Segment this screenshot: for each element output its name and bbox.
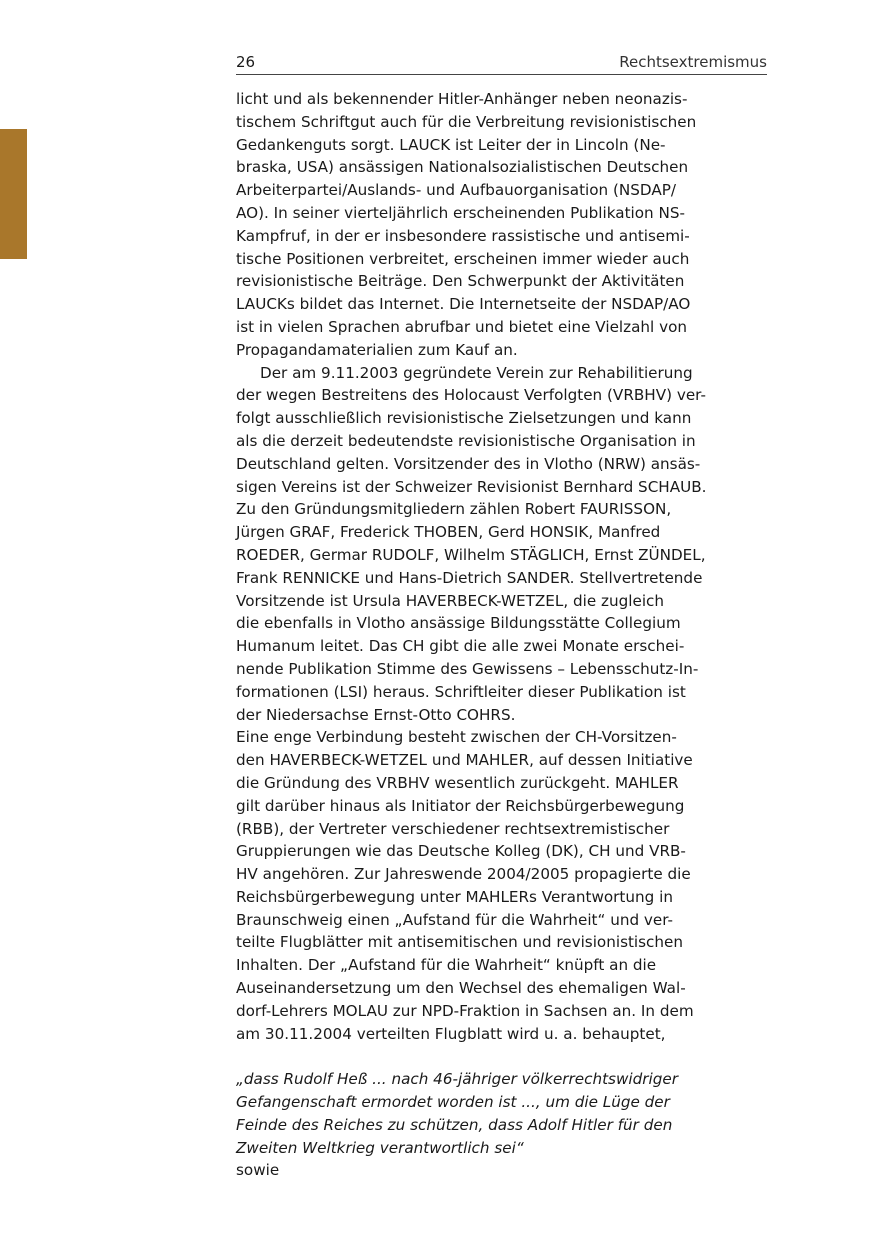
page-number: 26 xyxy=(236,53,256,71)
text-line: ROEDER, Germar RUDOLF, Wilhelm STÄGLICH, Ernst ZÜNDEL, xyxy=(236,545,706,564)
text-line: der Niedersachse Ernst-Otto COHRS. xyxy=(236,705,516,724)
text-line: Reichsbürgerbewegung unter MAHLERs Verantwortung in xyxy=(236,887,673,906)
text-line: Zu den Gründungsmitgliedern zählen Robert FAURISSON, xyxy=(236,500,672,519)
text-line: Humanum leitet. Das CH gibt die alle zwei Monate erschei- xyxy=(236,637,685,656)
text-line: licht und als bekennender Hitler-Anhänger neben neonazis- xyxy=(236,90,688,108)
closing-word: sowie xyxy=(236,1161,280,1180)
text-line: Auseinandersetzung um den Wechsel des ehemaligen Wal- xyxy=(236,979,686,998)
text-line: ist in vielen Sprachen abrufbar und bietet eine Vielzahl von xyxy=(236,317,688,336)
text-line: Vorsitzende ist Ursula HAVERBECK-WETZEL, die zugleich xyxy=(236,591,665,610)
text-line: tische Positionen verbreitet, erscheinen immer wieder auch xyxy=(236,249,690,268)
text-line: Propagandamaterialien zum Kauf an. xyxy=(236,340,518,359)
paragraph-3 xyxy=(236,726,767,1045)
text-line: Der am 9.11.2003 gegründete Verein zur Rehabilitierung xyxy=(260,363,693,382)
text-line: gilt darüber hinaus als Initiator der Reichsbürgerbewegung xyxy=(236,796,685,815)
text-line: tischem Schriftgut auch für die Verbreitung revisionistischen xyxy=(236,112,697,131)
text-line: die Gründung des VRBHV wesentlich zurückgeht. MAHLER xyxy=(236,773,679,792)
text-line: die ebenfalls in Vlotho ansässige Bildungsstätte Collegium xyxy=(236,614,681,633)
text-line: den HAVERBECK-WETZEL und MAHLER, auf dessen Initiative xyxy=(236,751,693,770)
page-header xyxy=(236,50,767,75)
text-line: nende Publikation Stimme des Gewissens – Lebensschutz-In- xyxy=(236,659,699,678)
quote-line: „dass Rudolf Heß ... nach 46-jähriger völkerrechtswidriger xyxy=(236,1070,678,1089)
text-line: teilte Flugblätter mit antisemitischen und revisionistischen xyxy=(236,933,684,952)
text-line: AO). In seiner vierteljährlich erscheinenden Publikation NS- xyxy=(236,203,685,222)
quote-line: Gefangenschaft ermordet worden ist ..., um die Lüge der xyxy=(236,1093,670,1112)
chapter-tab-marker xyxy=(0,129,27,259)
text-line: Eine enge Verbindung besteht zwischen der CH-Vorsitzen- xyxy=(236,728,677,747)
text-line: Gedankenguts sorgt. LAUCK ist Leiter der in Lincoln (Ne- xyxy=(236,135,666,154)
quote-line: Feinde des Reiches zu schützen, dass Adolf Hitler für den xyxy=(236,1115,673,1134)
block-quote xyxy=(236,1068,767,1159)
text-line: formationen (LSI) heraus. Schriftleiter dieser Publikation ist xyxy=(236,682,686,701)
quote-line: Zweiten Weltkrieg verantwortlich sei“ xyxy=(236,1138,524,1157)
text-line: Braunschweig einen „Aufstand für die Wahrheit“ und ver- xyxy=(236,910,674,929)
text-line: revisionistische Beiträge. Den Schwerpunkt der Aktivitäten xyxy=(236,272,685,291)
paragraph-1 xyxy=(236,88,767,362)
text-line: Arbeiterpartei/Auslands- und Aufbauorganisation (NSDAP/ xyxy=(236,181,677,200)
running-title: Rechtsextremismus xyxy=(619,53,767,71)
text-line: Gruppierungen wie das Deutsche Kolleg (DK), CH und VRB- xyxy=(236,842,686,861)
paragraph-spacer xyxy=(236,1045,767,1068)
text-line: HV angehören. Zur Jahreswende 2004/2005 propagierte die xyxy=(236,865,691,884)
text-line: folgt ausschließlich revisionistische Zielsetzungen und kann xyxy=(236,409,692,428)
text-line: Jürgen GRAF, Frederick THOBEN, Gerd HONSIK, Manfred xyxy=(236,523,661,542)
text-line: Frank RENNICKE und Hans-Dietrich SANDER. Stellvertretende xyxy=(236,568,703,587)
text-line: LAUCKs bildet das Internet. Die Internetseite der NSDAP/AO xyxy=(236,295,691,314)
text-line: braska, USA) ansässigen Nationalsozialistischen Deutschen xyxy=(236,158,689,177)
text-line: am 30.11.2004 verteilten Flugblatt wird u. a. behauptet, xyxy=(236,1024,666,1043)
text-line: Deutschland gelten. Vorsitzender des in Vlotho (NRW) ansäs- xyxy=(236,454,701,473)
text-line: als die derzeit bedeutendste revisionistische Organisation in xyxy=(236,431,696,450)
text-line: (RBB), der Vertreter verschiedener rechtsextremistischer xyxy=(236,819,670,838)
text-line: Inhalten. Der „Aufstand für die Wahrheit“ knüpft an die xyxy=(236,956,657,975)
text-line: sigen Vereins ist der Schweizer Revisionist Bernhard SCHAUB. xyxy=(236,477,707,496)
text-line: Kampfruf, in der er insbesondere rassistische und antisemi- xyxy=(236,226,690,245)
body-text xyxy=(236,88,767,1182)
text-line: der wegen Bestreitens des Holocaust Verfolgten (VRBHV) ver- xyxy=(236,386,706,405)
paragraph-2 xyxy=(236,362,767,727)
text-line: dorf-Lehrers MOLAU zur NPD-Fraktion in Sachsen an. In dem xyxy=(236,1001,694,1020)
